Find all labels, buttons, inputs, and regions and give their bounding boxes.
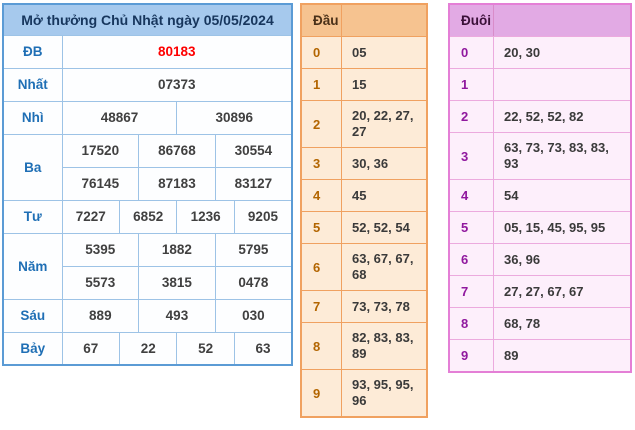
prize-value: 86768 (139, 134, 216, 167)
digit-cell: 5 (302, 212, 342, 243)
numbers-text: 20, 30 (504, 44, 541, 60)
numbers-text: 63, 67, 67, 68 (352, 251, 414, 282)
dau-header-row (302, 5, 426, 36)
prize-label-nhat: Nhất (3, 68, 62, 101)
duoi-row (450, 68, 630, 100)
duoi-header-empty (494, 5, 630, 36)
prize-row-nam (3, 233, 292, 266)
dau-row (302, 322, 426, 369)
prize-row-nhat (3, 68, 292, 101)
numbers-cell (494, 212, 630, 243)
duoi-row (450, 211, 630, 243)
prize-value: 6852 (119, 200, 176, 233)
dau-row (302, 179, 426, 211)
prize-value: 87183 (139, 167, 216, 200)
numbers-cell (494, 101, 630, 132)
numbers-cell (342, 148, 426, 179)
duoi-row (450, 132, 630, 179)
numbers-text: 68, 78 (504, 315, 541, 331)
digit-cell: 1 (302, 69, 342, 100)
numbers-cell (342, 180, 426, 211)
prize-value: 83127 (215, 167, 292, 200)
dau-header-empty (342, 5, 426, 36)
numbers-text: 36, 96 (504, 251, 541, 267)
numbers-cell (494, 340, 630, 371)
prize-value: 76145 (62, 167, 139, 200)
numbers-text: 27, 27, 67, 67 (504, 283, 584, 299)
digit-cell: 9 (450, 340, 494, 371)
prize-value: 0478 (215, 266, 292, 299)
digit-cell: 6 (302, 244, 342, 290)
prize-value: 30554 (215, 134, 292, 167)
prize-value: 63 (234, 332, 292, 365)
numbers-text: 93, 95, 95, 96 (352, 377, 414, 408)
prize-value: 7227 (62, 200, 119, 233)
duoi-row (450, 179, 630, 211)
prize-row-bay (3, 332, 292, 365)
digit-cell: 3 (302, 148, 342, 179)
numbers-cell (494, 180, 630, 211)
digit-cell: 3 (450, 133, 494, 179)
prize-value: 9205 (234, 200, 292, 233)
digit-cell: 2 (302, 101, 342, 147)
prize-label-nam: Năm (3, 233, 62, 299)
prize-label-sau: Sáu (3, 299, 62, 332)
dau-header-label: Đầu (302, 5, 342, 36)
results-title: Mở thưởng Chủ Nhật ngày 05/05/2024 (3, 4, 292, 35)
numbers-text: 54 (504, 187, 519, 203)
prize-value: 1882 (139, 233, 216, 266)
dau-row (302, 147, 426, 179)
dau-row (302, 211, 426, 243)
dau-row (302, 243, 426, 290)
numbers-text: 22, 52, 52, 82 (504, 108, 584, 124)
prize-value: 67 (62, 332, 119, 365)
numbers-cell (342, 37, 426, 68)
numbers-text: 20, 22, 27, 27 (352, 108, 414, 139)
digit-cell: 8 (302, 323, 342, 369)
digit-cell: 5 (450, 212, 494, 243)
numbers-text: 63, 73, 73, 83, 83, 93 (504, 140, 609, 171)
prize-row-ba (3, 134, 292, 167)
numbers-text: 05, 15, 45, 95, 95 (504, 219, 606, 235)
numbers-cell (494, 133, 630, 179)
dau-row (302, 290, 426, 322)
prize-value: 5795 (215, 233, 292, 266)
numbers-cell (494, 244, 630, 275)
numbers-cell (342, 69, 426, 100)
duoi-row (450, 307, 630, 339)
numbers-text: 15 (352, 76, 367, 92)
prize-value: 889 (62, 299, 139, 332)
results-title-row (3, 4, 292, 35)
digit-cell: 6 (450, 244, 494, 275)
digit-cell: 8 (450, 308, 494, 339)
numbers-cell (342, 244, 426, 290)
prize-label-nhi: Nhì (3, 101, 62, 134)
digit-cell: 1 (450, 69, 494, 100)
digit-cell: 7 (302, 291, 342, 322)
numbers-text: 05 (352, 44, 367, 60)
prize-label-ba: Ba (3, 134, 62, 200)
duoi-row (450, 100, 630, 132)
duoi-header-label: Đuôi (450, 5, 494, 36)
dau-row (302, 68, 426, 100)
digit-cell: 4 (302, 180, 342, 211)
digit-cell: 9 (302, 370, 342, 416)
numbers-cell (342, 291, 426, 322)
numbers-cell (342, 212, 426, 243)
numbers-cell (342, 370, 426, 416)
digit-cell: 7 (450, 276, 494, 307)
prize-value: 1236 (177, 200, 234, 233)
prize-value: 30896 (177, 101, 292, 134)
prize-row-tu (3, 200, 292, 233)
duoi-row (450, 243, 630, 275)
duoi-row (450, 275, 630, 307)
numbers-text: 73, 73, 78 (352, 298, 410, 314)
prize-value: 3815 (139, 266, 216, 299)
prize-value: 17520 (62, 134, 139, 167)
digit-cell: 2 (450, 101, 494, 132)
digit-cell: 4 (450, 180, 494, 211)
prize-value: 5395 (62, 233, 139, 266)
dau-row (302, 100, 426, 147)
prize-value: 493 (139, 299, 216, 332)
digit-cell: 0 (450, 37, 494, 68)
numbers-cell (494, 308, 630, 339)
results-table (2, 3, 293, 366)
duoi-table (448, 3, 632, 373)
numbers-cell (494, 37, 630, 68)
dau-row (302, 36, 426, 68)
prize-row-nhi (3, 101, 292, 134)
numbers-text: 52, 52, 54 (352, 219, 410, 235)
digit-cell: 0 (302, 37, 342, 68)
numbers-text: 30, 36 (352, 155, 389, 171)
prize-value: 48867 (62, 101, 177, 134)
prize-label-tu: Tư (3, 200, 62, 233)
numbers-text: 45 (352, 187, 367, 203)
numbers-text: 82, 83, 83, 89 (352, 330, 414, 361)
special-prize-value: 80183 (62, 35, 292, 68)
prize-value: 22 (119, 332, 176, 365)
prize-value: 52 (177, 332, 234, 365)
dau-row (302, 369, 426, 416)
numbers-cell (494, 276, 630, 307)
prize-row-sau (3, 299, 292, 332)
prize-label-db: ĐB (3, 35, 62, 68)
prize-row-db (3, 35, 292, 68)
prize-label-bay: Bảy (3, 332, 62, 365)
duoi-header-row (450, 5, 630, 36)
numbers-text: 89 (504, 347, 519, 363)
numbers-cell (342, 101, 426, 147)
numbers-cell (342, 323, 426, 369)
dau-table (300, 3, 428, 418)
duoi-row (450, 339, 630, 371)
prize-value: 07373 (62, 68, 292, 101)
duoi-row (450, 36, 630, 68)
prize-value: 030 (215, 299, 292, 332)
prize-value: 5573 (62, 266, 139, 299)
numbers-cell (494, 69, 630, 100)
